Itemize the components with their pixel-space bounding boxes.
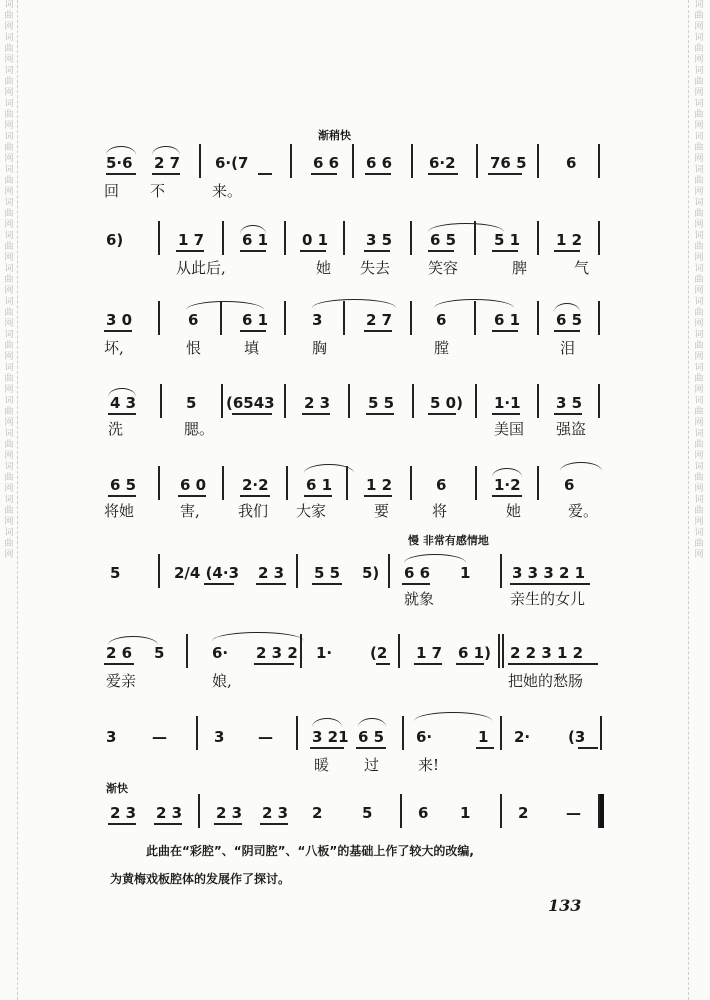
note: 6)	[106, 231, 124, 249]
note: 6 5	[110, 476, 137, 494]
lyric: 腮。	[184, 420, 215, 438]
lyric: 过	[364, 756, 380, 774]
tempo-mark-faster: 渐快	[106, 782, 128, 795]
lyric: 我们	[238, 502, 269, 520]
note: 2/4 (4·3	[174, 564, 240, 582]
lyric: 就象	[404, 590, 435, 608]
note: 6 5	[556, 311, 583, 329]
note: 6 6	[404, 564, 431, 582]
lyric: 膛	[434, 339, 450, 357]
note: 76 5	[490, 154, 527, 172]
lyric: 她	[506, 502, 522, 520]
note: 5	[154, 644, 165, 662]
note: 2	[518, 804, 529, 822]
note: 5·6	[106, 154, 133, 172]
note: 6 1	[494, 311, 521, 329]
note: 2 3	[156, 804, 183, 822]
lyric: 回	[104, 182, 120, 200]
note: 2	[312, 804, 323, 822]
lyric: 填	[244, 339, 260, 357]
note: 6·	[416, 728, 433, 746]
watermark-left: 词曲网 词曲网 词曲网 词曲网 词曲网 词曲网 词曲网 词曲网 词曲网 词曲网 词曲网 词曲网 词曲网 词曲网 词曲网 词曲网 词曲网	[4, 0, 14, 560]
note: 1 7	[178, 231, 205, 249]
note: 1 2	[556, 231, 583, 249]
note: 6 1	[242, 311, 269, 329]
note: 2 3	[262, 804, 289, 822]
lyric: 泪	[560, 339, 576, 357]
note: —	[258, 728, 273, 746]
note: 2 3 2	[256, 644, 298, 662]
lyric: 脾	[512, 259, 528, 277]
note: 6·2	[429, 154, 456, 172]
note: 6	[436, 476, 447, 494]
note: —	[566, 804, 581, 822]
note: 5	[362, 804, 373, 822]
footnote-line-1: 此曲在“彩腔”、“阴司腔”、“八板”的基础上作了较大的改编,	[146, 844, 474, 858]
note: 4 3	[110, 394, 137, 412]
note: 5 1	[494, 231, 521, 249]
lyric: 爱。	[568, 502, 599, 520]
note: 1 2	[366, 476, 393, 494]
lyric: 娘,	[212, 672, 232, 690]
note: 2·2	[242, 476, 269, 494]
note: 3 21	[312, 728, 349, 746]
lyric: 美国	[494, 420, 525, 438]
note: 6	[564, 476, 575, 494]
note: 2 3	[110, 804, 137, 822]
lyric: 爱亲	[106, 672, 137, 690]
tempo-mark-gradually-faster: 渐稍快	[318, 129, 351, 142]
page-number: 133	[548, 896, 582, 915]
note: 1·	[316, 644, 333, 662]
note: 1·2	[494, 476, 521, 494]
note: 5 5	[314, 564, 341, 582]
note: 1	[478, 728, 489, 746]
note: 2 3	[216, 804, 243, 822]
note: 1 7	[416, 644, 443, 662]
note: (3	[568, 728, 586, 746]
note: 2 7	[366, 311, 393, 329]
note: 6 1	[306, 476, 333, 494]
lyric: 气	[574, 259, 590, 277]
note: 2·	[514, 728, 531, 746]
note: 2 6	[106, 644, 133, 662]
note: 3 0	[106, 311, 133, 329]
note: 2 2 3 1 2	[510, 644, 584, 662]
lyric: 笑容	[428, 259, 459, 277]
lyric: 将她	[104, 502, 135, 520]
lyric: 坏,	[104, 339, 124, 357]
note: 5 0)	[430, 394, 463, 412]
tempo-mark-slow-emotional: 慢 非常有感情地	[408, 534, 489, 547]
lyric: 强盗	[556, 420, 587, 438]
lyric: 失去	[360, 259, 391, 277]
note: 6 6	[366, 154, 393, 172]
lyric: 暖	[314, 756, 330, 774]
lyric: 把她的愁肠	[508, 672, 584, 690]
note: 6 6	[313, 154, 340, 172]
note: 6 1	[242, 231, 269, 249]
note: 5 5	[368, 394, 395, 412]
note: 5)	[362, 564, 380, 582]
note: 5	[186, 394, 197, 412]
note: 1	[460, 804, 471, 822]
lyric: 要	[374, 502, 390, 520]
note: 3 5	[556, 394, 583, 412]
footnote-line-2: 为黄梅戏板腔体的发展作了探讨。	[110, 872, 291, 886]
note: 1·1	[494, 394, 521, 412]
note: 3 5	[366, 231, 393, 249]
final-barline	[598, 794, 604, 828]
note: 2 3	[258, 564, 285, 582]
lyric: 大家	[296, 502, 327, 520]
note: 2 7	[154, 154, 181, 172]
note: 3	[214, 728, 225, 746]
note: 0 1	[302, 231, 329, 249]
watermark-right: 词曲网 词曲网 词曲网 词曲网 词曲网 词曲网 词曲网 词曲网 词曲网 词曲网 词曲网 词曲网 词曲网 词曲网 词曲网 词曲网 词曲网	[694, 0, 704, 560]
note: 5	[110, 564, 121, 582]
note: 6 5	[430, 231, 457, 249]
lyric: 她	[316, 259, 332, 277]
lyric: 来。	[212, 182, 243, 200]
note: (2	[370, 644, 388, 662]
note: 6 5	[358, 728, 385, 746]
right-margin-divider	[688, 0, 689, 1000]
lyric: 胸	[312, 339, 328, 357]
lyric: 亲生的女儿	[510, 590, 586, 608]
note: 6·(7	[215, 154, 249, 172]
lyric: 恨	[186, 339, 202, 357]
lyric: 将	[432, 502, 448, 520]
lyric: 来!	[418, 756, 440, 774]
note: 6 0	[180, 476, 207, 494]
note: 6	[566, 154, 577, 172]
note: 6·	[212, 644, 229, 662]
left-margin-divider	[17, 0, 18, 1000]
lyric: 从此后,	[176, 259, 226, 277]
note: 3	[106, 728, 117, 746]
lyric: 洗	[108, 420, 124, 438]
note: 1	[460, 564, 471, 582]
note: 3	[312, 311, 323, 329]
note: 2 3	[304, 394, 331, 412]
note: 6	[188, 311, 199, 329]
note: —	[152, 728, 167, 746]
lyric: 害,	[180, 502, 200, 520]
lyric: 不	[150, 182, 166, 200]
note: 6	[418, 804, 429, 822]
note: 6 1)	[458, 644, 491, 662]
note: 3 3 3 2 1	[512, 564, 586, 582]
note: (6543	[226, 394, 275, 412]
note: 6	[436, 311, 447, 329]
